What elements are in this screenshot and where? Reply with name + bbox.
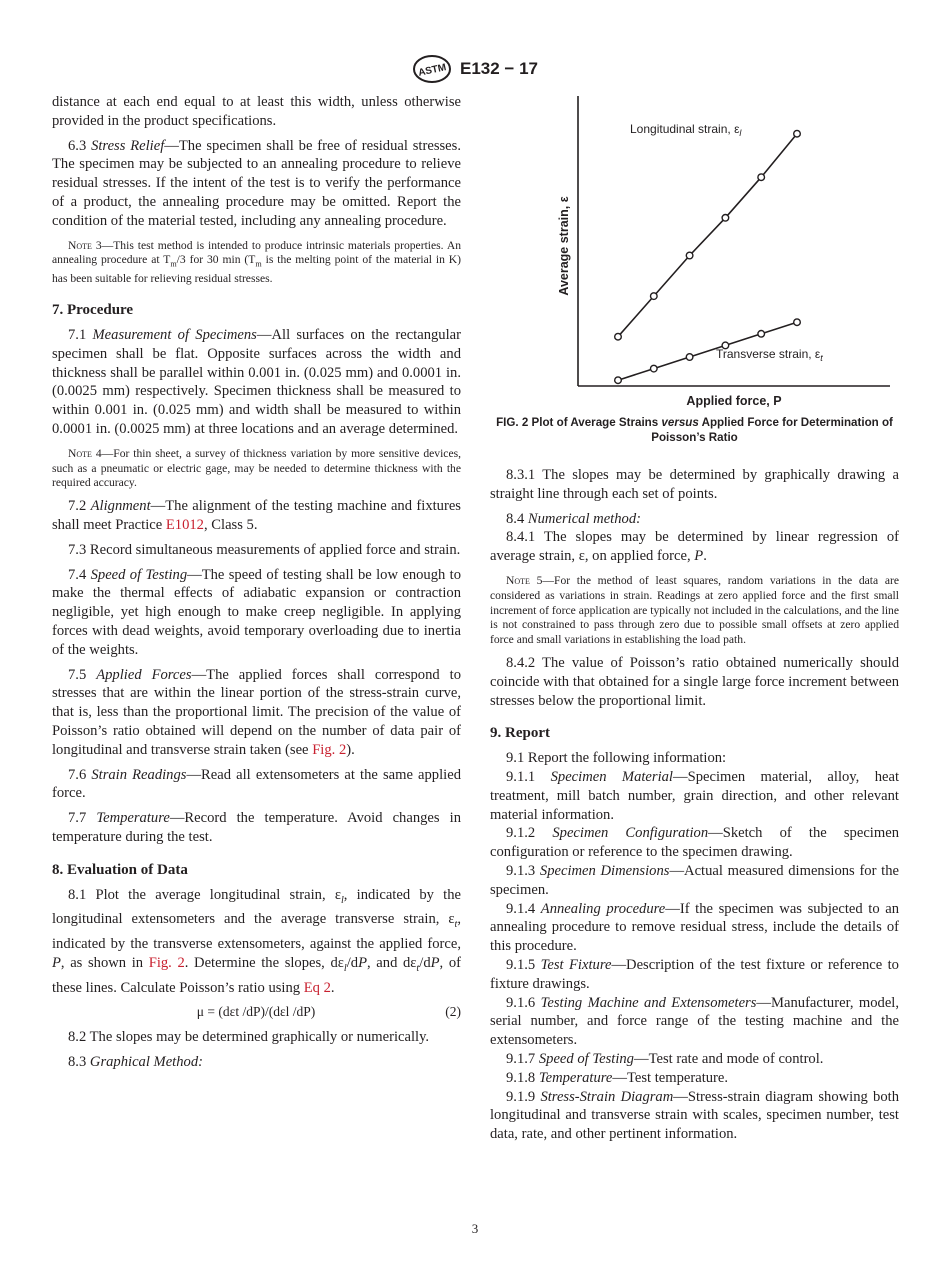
section-8-4-1: 8.4.1 The slopes may be determined by linear regression of average strain, ε, on applied force, P. <box>490 529 899 565</box>
report-item: 9.1.1 Specimen Material—Specimen material, alloy, heat treatment, mill batch number, grain direction, and other relevant material information. <box>490 768 899 823</box>
astm-logo-icon <box>412 54 452 84</box>
data-point-transverse-6 <box>794 319 801 326</box>
right-column <box>490 96 899 1144</box>
equation-formula: μ = (dεt /dP)/(dεl /dP) <box>196 1004 316 1020</box>
data-point-longitudinal-2 <box>651 293 658 300</box>
longitudinal-label: Longitudinal strain, $\varepsilon_l$ <box>630 122 742 138</box>
section-7-3: 7.3 Record simultaneous measurements of applied force and strain. <box>68 541 461 558</box>
x-axis-label: Applied force, P <box>686 394 782 408</box>
report-item: 9.1.5 Test Fixture—Description of the test fixture or reference to fixture drawings. <box>490 956 899 992</box>
report-item: 9.1.6 Testing Machine and Extensometers—Manufacturer, model, serial number, and force range of the testing machine and the extensometers. <box>490 994 899 1049</box>
paragraph-continued: distance at each end equal to at least this width, unless otherwise provided in the product specifications. <box>52 94 461 129</box>
series-line-longitudinal <box>618 134 797 337</box>
section-8-4-2: 8.4.2 The value of Poisson’s ratio obtained numerically should coincide with that obtained for a single large force increment between stresses below the proportional limit. <box>490 654 899 709</box>
data-point-longitudinal-3 <box>686 252 693 259</box>
data-point-longitudinal-6 <box>794 130 801 137</box>
section-8-1: 8.1 Plot the average longitudinal strain, $\varepsilon_l$, indicated by the longitudinal extensometers and the average transverse strain, $\varepsilon_t$, indicated by the transverse extensometers, against the applied force, P, as shown in Fig. 2. Determine the slopes, $d\varepsilon_l/dP$, and $d\varepsilon_t/dP$, of these lines. Calculate Poisson’s ratio using Eq 2. <box>52 886 461 996</box>
section-9-heading: 9. Report <box>490 725 550 742</box>
logo-text: ASTM <box>417 62 448 79</box>
document-code: E132 − 17 <box>460 59 538 78</box>
figure-caption: FIG. 2 Plot of Average Strains versus Applied Force for Determination of Poisson’s Ratio <box>496 416 893 444</box>
section-7-4: 7.4 Speed of Testing—The speed of testing shall be low enough to make the thermal effects of adiabatic expansion or contraction negligible, yet high enough to make creep negligible. In applying forces with dead weights, avoid temporary overloading due to inertia of the weights. <box>52 566 461 658</box>
page-header <box>0 54 950 84</box>
data-point-longitudinal-1 <box>615 333 622 340</box>
section-8-4: 8.4 Numerical method: <box>506 510 641 527</box>
data-point-transverse-2 <box>651 365 658 372</box>
y-axis-label: Average strain, ε <box>557 196 571 296</box>
link-eq-2[interactable]: Eq 2 <box>303 979 331 996</box>
data-point-transverse-3 <box>686 354 693 361</box>
page-number: 3 <box>471 1221 479 1236</box>
report-item: 9.1.8 Temperature—Test temperature. <box>506 1069 729 1086</box>
section-7-7: 7.7 Temperature—Record the temperature. Avoid changes in temperature during the test. <box>52 810 461 845</box>
section-9-1: 9.1 Report the following information: <box>506 750 727 767</box>
note-4: Note 4—For thin sheet, a survey of thickness variation by more sensitive devices, such as a pneumatic or electric gage, may be needed to determine thickness with the required accuracy. <box>52 446 461 490</box>
report-items-list <box>490 768 899 1144</box>
report-item: 9.1.3 Specimen Dimensions—Actual measured dimensions for the specimen. <box>490 862 899 898</box>
section-8-3-1: 8.3.1 The slopes may be determined by graphically drawing a straight line through each set of points. <box>490 467 899 502</box>
section-7-5: 7.5 Applied Forces—The applied forces shall correspond to stresses that are within the linear portion of the stress-strain curve, that is, less than the proportional limit. The precision of the value of Poisson’s ratio obtained will depend on the number of data pair of longitudinal and transverse strain taken (see Fig. 2). <box>52 666 461 758</box>
section-7-heading: 7. Procedure <box>52 302 134 319</box>
transverse-label: Transverse strain, $\varepsilon_t$ <box>716 347 823 363</box>
report-item: 9.1.9 Stress-Strain Diagram—Stress-strain diagram showing both longitudinal and transverse strain with scales, specimen number, test data, rate, and other pertinent information. <box>490 1088 899 1143</box>
data-point-transverse-5 <box>758 331 765 338</box>
section-7-2: 7.2 Alignment—The alignment of the testing machine and fixtures shall meet Practice E1012, Class 5. <box>52 498 461 534</box>
data-point-longitudinal-5 <box>758 174 765 181</box>
strain-force-chart <box>490 96 899 396</box>
report-item: 9.1.7 Speed of Testing—Test rate and mode of control. <box>506 1050 824 1067</box>
equation-2 <box>52 1003 461 1022</box>
data-point-transverse-1 <box>615 377 622 384</box>
link-fig-2[interactable]: Fig. 2 <box>312 741 347 758</box>
note-5: Note 5—For the method of least squares, random variations in the data are considered as variations in strain. Readings at zero applied force and the first small increment of force application are typically not included in the calculations, and the line is not constrained to pass through zero due to possible small offsets at zero applied force and small variations in establishing the load path. <box>490 573 900 647</box>
section-8-3: 8.3 Graphical Method: <box>68 1053 203 1070</box>
equation-number: (2) <box>445 1004 461 1020</box>
link-fig-2[interactable]: Fig. 2 <box>148 954 185 971</box>
section-7-6: 7.6 Strain Readings—Read all extensometers at the same applied force. <box>52 766 461 802</box>
section-8-2: 8.2 The slopes may be determined graphically or numerically. <box>68 1029 430 1046</box>
note-3: Note 3—This test method is intended to produce intrinsic materials properties. An annealing procedure at $T_m/3$ for 30 $\min (T_m$ is the melting point of the material in K) has been suitable for relieving residual stresses. <box>52 238 462 286</box>
data-point-longitudinal-4 <box>722 215 729 222</box>
link-e1012[interactable]: E1012 <box>165 517 204 534</box>
left-column <box>52 93 461 1072</box>
figure-2 <box>490 96 899 456</box>
report-item: 9.1.2 Specimen Configuration—Sketch of the specimen configuration or reference to the specimen drawing. <box>490 825 899 861</box>
section-6-3: 6.3 Stress Relief—The specimen shall be free of residual stresses. The specimen may be subjected to an annealing procedure to relieve residual stresses. If the intent of the test is to verify the performance of a product, the annealing procedure may be omitted. Report the condition of the material tested, including any annealing procedure. <box>52 137 461 229</box>
section-7-1: 7.1 Measurement of Specimens—All surfaces on the rectangular specimen shall be flat. Opposite surfaces across the width and thickness shall be parallel within 0.001 in. (0.025 mm) and 0.0001 in. (0.0025 mm) respectively. Specimen thickness shall be measured to within 0.001 in. (0.025 mm) and width shall be measured to within 0.0001 in. (0.0025 mm) at three locations and an average determined. <box>52 327 461 438</box>
report-item: 9.1.4 Annealing procedure—If the specimen was subjected to an annealing procedure to remove residual stress, include the details of this procedure. <box>490 900 900 955</box>
section-8-heading: 8. Evaluation of Data <box>52 861 188 878</box>
